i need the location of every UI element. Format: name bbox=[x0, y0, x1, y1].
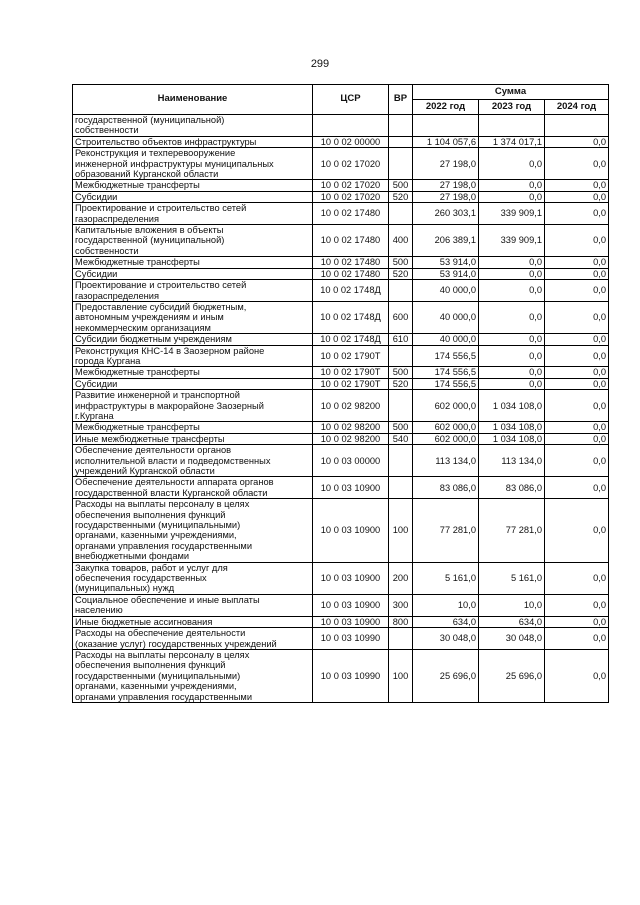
row-name-line: Иные бюджетные ассигнования bbox=[75, 616, 213, 627]
table-row bbox=[73, 203, 609, 225]
row-name-line: образований Курганской области bbox=[75, 169, 219, 180]
row-sum-2023: 0,0 bbox=[479, 334, 545, 345]
row-sum-2022: 25 696,0 bbox=[413, 649, 479, 702]
row-name-line: некоммерческим организациям bbox=[75, 322, 211, 333]
row-name-line: Межбюджетные трансферты bbox=[75, 367, 200, 378]
row-sum-2023: 0,0 bbox=[479, 301, 545, 333]
row-name-line: Субсидии бюджетным учреждениям bbox=[75, 334, 232, 345]
row-sum-2024: 0,0 bbox=[545, 148, 609, 180]
table-row bbox=[73, 345, 609, 367]
row-name-line: органами управления государственными bbox=[75, 691, 253, 702]
row-name bbox=[73, 477, 313, 499]
row-sum-2023: 0,0 bbox=[479, 345, 545, 367]
row-csr: 10 0 02 1748Д bbox=[313, 301, 389, 333]
row-sum-2023: 113 134,0 bbox=[479, 445, 545, 477]
row-name-line: обеспечения выполнения функций bbox=[75, 509, 226, 520]
row-name-line: Расходы на обеспечение деятельности bbox=[75, 628, 246, 639]
table-row bbox=[73, 280, 609, 302]
row-sum-2022: 602 000,0 bbox=[413, 422, 479, 433]
row-csr: 10 0 03 10900 bbox=[313, 499, 389, 562]
row-sum-2023: 1 374 017,1 bbox=[479, 136, 545, 147]
row-csr: 10 0 02 17480 bbox=[313, 268, 389, 279]
row-vr: 520 bbox=[389, 268, 413, 279]
row-name-line: Субсидии bbox=[75, 378, 118, 389]
table-row bbox=[73, 499, 609, 562]
row-csr: 10 0 02 1748Д bbox=[313, 334, 389, 345]
row-name-line: собственности bbox=[75, 245, 139, 256]
row-sum-2023: 0,0 bbox=[479, 378, 545, 389]
row-name-line: инженерной инфраструктуры муниципальных bbox=[75, 158, 274, 169]
row-csr: 10 0 02 98200 bbox=[313, 422, 389, 433]
row-name bbox=[73, 378, 313, 389]
row-csr: 10 0 03 10900 bbox=[313, 594, 389, 616]
row-name bbox=[73, 562, 313, 594]
row-name bbox=[73, 115, 313, 137]
row-name-line: Проектирование и строительство сетей bbox=[75, 203, 247, 214]
row-sum-2024: 0,0 bbox=[545, 367, 609, 378]
row-vr: 520 bbox=[389, 191, 413, 202]
row-sum-2024: 0,0 bbox=[545, 390, 609, 422]
row-vr: 500 bbox=[389, 180, 413, 191]
row-sum-2022: 27 198,0 bbox=[413, 148, 479, 180]
row-name bbox=[73, 191, 313, 202]
row-name bbox=[73, 203, 313, 225]
table-row bbox=[73, 628, 609, 650]
row-vr: 800 bbox=[389, 616, 413, 627]
row-sum-2024: 0,0 bbox=[545, 257, 609, 268]
row-name bbox=[73, 280, 313, 302]
row-sum-2022: 10,0 bbox=[413, 594, 479, 616]
row-sum-2024: 0,0 bbox=[545, 649, 609, 702]
row-csr: 10 0 02 98200 bbox=[313, 433, 389, 444]
row-sum-2022: 602 000,0 bbox=[413, 433, 479, 444]
row-name-line: органами управления государственными bbox=[75, 540, 253, 551]
row-sum-2023: 77 281,0 bbox=[479, 499, 545, 562]
row-vr: 100 bbox=[389, 499, 413, 562]
row-sum-2024: 0,0 bbox=[545, 594, 609, 616]
row-csr: 10 0 03 10900 bbox=[313, 562, 389, 594]
row-sum-2024: 0,0 bbox=[545, 477, 609, 499]
row-name-line: Субсидии bbox=[75, 268, 118, 279]
row-sum-2023: 0,0 bbox=[479, 367, 545, 378]
row-name bbox=[73, 257, 313, 268]
row-sum-2023: 1 034 108,0 bbox=[479, 422, 545, 433]
row-vr: 500 bbox=[389, 422, 413, 433]
row-name-line: газораспределения bbox=[75, 213, 159, 224]
row-name-line: Обеспечение деятельности органов bbox=[75, 445, 232, 456]
row-name-line: органами, казенными учреждениями, bbox=[75, 681, 237, 692]
row-name-line: исполнительной власти и подведомственных bbox=[75, 455, 271, 466]
row-sum-2023: 25 696,0 bbox=[479, 649, 545, 702]
row-sum-2024: 0,0 bbox=[545, 180, 609, 191]
budget-table bbox=[72, 84, 609, 703]
header-vr: ВР bbox=[389, 85, 413, 115]
row-sum-2024: 0,0 bbox=[545, 562, 609, 594]
row-name-line: собственности bbox=[75, 125, 139, 136]
row-name-line: (оказание услуг) государственных учреждений bbox=[75, 638, 277, 649]
row-name-line: города Кургана bbox=[75, 355, 141, 366]
row-csr: 10 0 02 1790Т bbox=[313, 367, 389, 378]
row-csr: 10 0 02 17020 bbox=[313, 180, 389, 191]
row-name-line: Реконструкция и техперевооружение bbox=[75, 148, 236, 159]
table-row bbox=[73, 477, 609, 499]
row-name-line: Расходы на выплаты персоналу в целях bbox=[75, 649, 250, 660]
row-sum-2022: 174 556,5 bbox=[413, 367, 479, 378]
row-name bbox=[73, 180, 313, 191]
row-csr: 10 0 02 17480 bbox=[313, 203, 389, 225]
row-sum-2023: 339 909,1 bbox=[479, 225, 545, 257]
row-csr: 10 0 02 17020 bbox=[313, 148, 389, 180]
row-vr: 500 bbox=[389, 257, 413, 268]
row-name bbox=[73, 268, 313, 279]
row-sum-2022: 113 134,0 bbox=[413, 445, 479, 477]
row-name-line: автономным учреждениям и иным bbox=[75, 312, 224, 323]
row-vr: 610 bbox=[389, 334, 413, 345]
row-name-line: Предоставление субсидий бюджетным, bbox=[75, 301, 247, 312]
table-row bbox=[73, 445, 609, 477]
row-sum-2023: 1 034 108,0 bbox=[479, 390, 545, 422]
row-name-line: Капитальные вложения в объекты bbox=[75, 225, 224, 236]
row-csr: 10 0 03 00000 bbox=[313, 445, 389, 477]
row-sum-2024: 0,0 bbox=[545, 225, 609, 257]
header-name: Наименование bbox=[73, 85, 313, 115]
row-csr bbox=[313, 115, 389, 137]
row-name bbox=[73, 649, 313, 702]
row-name-line: инфраструктуры в макрорайоне Заозерный bbox=[75, 400, 264, 411]
table-row bbox=[73, 367, 609, 378]
row-csr: 10 0 03 10900 bbox=[313, 616, 389, 627]
row-csr: 10 0 02 1790Т bbox=[313, 378, 389, 389]
header-sum: Сумма bbox=[413, 85, 609, 100]
row-sum-2024 bbox=[545, 115, 609, 137]
row-name bbox=[73, 628, 313, 650]
row-sum-2022: 53 914,0 bbox=[413, 268, 479, 279]
table-row bbox=[73, 180, 609, 191]
row-name bbox=[73, 390, 313, 422]
row-name bbox=[73, 225, 313, 257]
row-vr bbox=[389, 115, 413, 137]
row-name bbox=[73, 136, 313, 147]
row-name-line: Проектирование и строительство сетей bbox=[75, 280, 247, 291]
row-name-line: газораспределения bbox=[75, 290, 159, 301]
row-sum-2024: 0,0 bbox=[545, 301, 609, 333]
row-csr: 10 0 03 10990 bbox=[313, 649, 389, 702]
row-sum-2024: 0,0 bbox=[545, 191, 609, 202]
row-vr bbox=[389, 148, 413, 180]
row-name bbox=[73, 301, 313, 333]
row-vr bbox=[389, 203, 413, 225]
row-name bbox=[73, 445, 313, 477]
row-name-line: Субсидии bbox=[75, 191, 118, 202]
row-sum-2023 bbox=[479, 115, 545, 137]
row-sum-2023: 0,0 bbox=[479, 257, 545, 268]
row-csr: 10 0 02 1790Т bbox=[313, 345, 389, 367]
row-name bbox=[73, 499, 313, 562]
page-number: 299 bbox=[310, 58, 330, 70]
row-sum-2024: 0,0 bbox=[545, 378, 609, 389]
row-sum-2022: 30 048,0 bbox=[413, 628, 479, 650]
row-sum-2022: 77 281,0 bbox=[413, 499, 479, 562]
table-row bbox=[73, 334, 609, 345]
row-sum-2022: 206 389,1 bbox=[413, 225, 479, 257]
row-vr: 100 bbox=[389, 649, 413, 702]
row-name-line: государственной (муниципальной) bbox=[75, 235, 225, 246]
row-name-line: населению bbox=[75, 605, 123, 616]
row-name bbox=[73, 433, 313, 444]
row-name-line: учреждений Курганской области bbox=[75, 466, 215, 476]
row-csr: 10 0 02 17480 bbox=[313, 225, 389, 257]
header-2023: 2023 год bbox=[479, 100, 545, 115]
row-sum-2024: 0,0 bbox=[545, 203, 609, 225]
row-sum-2024: 0,0 bbox=[545, 499, 609, 562]
row-csr: 10 0 03 10990 bbox=[313, 628, 389, 650]
table-body bbox=[73, 115, 609, 703]
row-sum-2024: 0,0 bbox=[545, 268, 609, 279]
table-row bbox=[73, 257, 609, 268]
row-csr: 10 0 02 00000 bbox=[313, 136, 389, 147]
row-sum-2023: 0,0 bbox=[479, 191, 545, 202]
row-csr: 10 0 02 17480 bbox=[313, 257, 389, 268]
row-vr bbox=[389, 345, 413, 367]
row-sum-2023: 0,0 bbox=[479, 180, 545, 191]
row-sum-2024: 0,0 bbox=[545, 345, 609, 367]
row-sum-2023: 339 909,1 bbox=[479, 203, 545, 225]
row-sum-2022: 83 086,0 bbox=[413, 477, 479, 499]
table-row bbox=[73, 191, 609, 202]
row-name-line: обеспечения выполнения функций bbox=[75, 660, 226, 671]
row-vr: 540 bbox=[389, 433, 413, 444]
row-name-line: Социальное обеспечение и иные выплаты bbox=[75, 594, 260, 605]
row-name-line: Строительство объектов инфраструктуры bbox=[75, 136, 257, 147]
row-name bbox=[73, 422, 313, 433]
row-sum-2024: 0,0 bbox=[545, 422, 609, 433]
row-csr: 10 0 02 17020 bbox=[313, 191, 389, 202]
row-sum-2022: 174 556,5 bbox=[413, 378, 479, 389]
row-sum-2022: 53 914,0 bbox=[413, 257, 479, 268]
table-row bbox=[73, 225, 609, 257]
row-vr: 200 bbox=[389, 562, 413, 594]
row-sum-2023: 30 048,0 bbox=[479, 628, 545, 650]
row-name-line: внебюджетными фондами bbox=[75, 551, 190, 562]
row-sum-2022: 40 000,0 bbox=[413, 280, 479, 302]
row-sum-2022: 5 161,0 bbox=[413, 562, 479, 594]
row-vr bbox=[389, 477, 413, 499]
row-sum-2022: 40 000,0 bbox=[413, 334, 479, 345]
table-row bbox=[73, 594, 609, 616]
row-sum-2023: 634,0 bbox=[479, 616, 545, 627]
row-sum-2022: 40 000,0 bbox=[413, 301, 479, 333]
row-sum-2023: 10,0 bbox=[479, 594, 545, 616]
row-name-line: обеспечения государственных bbox=[75, 573, 207, 584]
table-row bbox=[73, 136, 609, 147]
row-sum-2022: 1 104 057,6 bbox=[413, 136, 479, 147]
table-row bbox=[73, 616, 609, 627]
row-name-line: (муниципальных) нужд bbox=[75, 583, 175, 594]
table-row bbox=[73, 301, 609, 333]
row-vr bbox=[389, 280, 413, 302]
row-name bbox=[73, 148, 313, 180]
row-name-line: г.Кургана bbox=[75, 410, 114, 421]
table-row bbox=[73, 562, 609, 594]
table-row bbox=[73, 115, 609, 137]
header-2024: 2024 год bbox=[545, 100, 609, 115]
row-sum-2024: 0,0 bbox=[545, 445, 609, 477]
row-name-line: государственными (муниципальными) bbox=[75, 670, 241, 681]
row-sum-2022: 27 198,0 bbox=[413, 180, 479, 191]
row-name bbox=[73, 594, 313, 616]
row-name-line: Обеспечение деятельности аппарата органов bbox=[75, 477, 274, 488]
row-sum-2023: 0,0 bbox=[479, 280, 545, 302]
row-sum-2023: 1 034 108,0 bbox=[479, 433, 545, 444]
row-name bbox=[73, 334, 313, 345]
row-name-line: государственными (муниципальными) bbox=[75, 520, 241, 531]
table-row bbox=[73, 390, 609, 422]
row-name-line: Расходы на выплаты персоналу в целях bbox=[75, 499, 250, 510]
row-sum-2024: 0,0 bbox=[545, 433, 609, 444]
row-sum-2024: 0,0 bbox=[545, 334, 609, 345]
table-row bbox=[73, 378, 609, 389]
table-row bbox=[73, 268, 609, 279]
row-sum-2023: 5 161,0 bbox=[479, 562, 545, 594]
row-name-line: Межбюджетные трансферты bbox=[75, 422, 200, 433]
row-name-line: Реконструкция КНС-14 в Заозерном районе bbox=[75, 345, 265, 356]
row-sum-2022: 634,0 bbox=[413, 616, 479, 627]
row-sum-2023: 83 086,0 bbox=[479, 477, 545, 499]
row-vr bbox=[389, 445, 413, 477]
row-vr: 400 bbox=[389, 225, 413, 257]
row-name-line: Межбюджетные трансферты bbox=[75, 180, 200, 191]
row-vr: 600 bbox=[389, 301, 413, 333]
table-row bbox=[73, 649, 609, 702]
row-csr: 10 0 02 98200 bbox=[313, 390, 389, 422]
header-csr: ЦСР bbox=[313, 85, 389, 115]
row-name bbox=[73, 616, 313, 627]
row-name bbox=[73, 345, 313, 367]
row-name-line: органами, казенными учреждениями, bbox=[75, 530, 237, 541]
row-name-line: Закупка товаров, работ и услуг для bbox=[75, 562, 228, 573]
row-sum-2022: 602 000,0 bbox=[413, 390, 479, 422]
row-name-line: государственной (муниципальной) bbox=[75, 115, 225, 125]
table-row bbox=[73, 422, 609, 433]
row-sum-2022: 174 556,5 bbox=[413, 345, 479, 367]
row-vr bbox=[389, 628, 413, 650]
row-sum-2024: 0,0 bbox=[545, 136, 609, 147]
row-vr: 520 bbox=[389, 378, 413, 389]
row-sum-2022 bbox=[413, 115, 479, 137]
row-name-line: Межбюджетные трансферты bbox=[75, 257, 200, 268]
row-vr bbox=[389, 390, 413, 422]
header-2022: 2022 год bbox=[413, 100, 479, 115]
row-name-line: Иные межбюджетные трансферты bbox=[75, 433, 225, 444]
row-sum-2024: 0,0 bbox=[545, 616, 609, 627]
row-csr: 10 0 02 1748Д bbox=[313, 280, 389, 302]
row-sum-2023: 0,0 bbox=[479, 148, 545, 180]
row-name bbox=[73, 367, 313, 378]
row-vr: 300 bbox=[389, 594, 413, 616]
row-name-line: государственной власти Курганской области bbox=[75, 487, 268, 498]
row-sum-2024: 0,0 bbox=[545, 280, 609, 302]
table-row bbox=[73, 148, 609, 180]
row-name-line: Развитие инженерной и транспортной bbox=[75, 390, 240, 401]
row-sum-2024: 0,0 bbox=[545, 628, 609, 650]
row-vr bbox=[389, 136, 413, 147]
row-csr: 10 0 03 10900 bbox=[313, 477, 389, 499]
row-sum-2023: 0,0 bbox=[479, 268, 545, 279]
row-vr: 500 bbox=[389, 367, 413, 378]
table-row bbox=[73, 433, 609, 444]
row-sum-2022: 27 198,0 bbox=[413, 191, 479, 202]
row-sum-2022: 260 303,1 bbox=[413, 203, 479, 225]
